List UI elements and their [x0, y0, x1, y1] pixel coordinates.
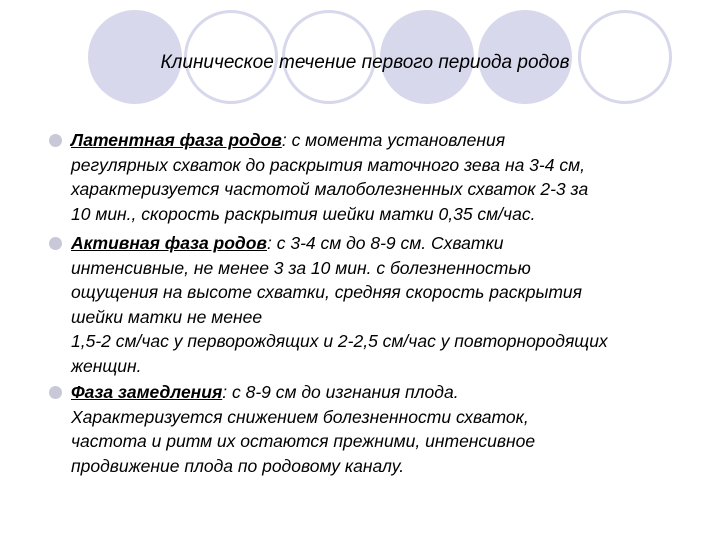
bullet-line: продвижение плода по родовому каналу.: [71, 455, 405, 476]
bullet-line: ощущения на высоте схватки, средняя скорость раскрытия: [71, 282, 582, 303]
bullet-line: женщин.: [71, 355, 142, 376]
bullet-line: регулярных схваток до раскрытия маточного зева на 3-4 см,: [71, 154, 585, 175]
bullet-first-line: [71, 128, 711, 153]
bullet-term: Активная фаза родов: [71, 233, 267, 253]
bullet-lead: : с 3-4 см до 8-9 см. Схватки: [267, 233, 504, 253]
bullet-term: Фаза замедления: [71, 382, 223, 402]
bullet-line: 10 мин., скорость раскрытия шейки матки 0,35 см/час.: [71, 203, 536, 224]
bullet-term: Латентная фаза родов: [71, 130, 282, 150]
slide-title: Клиническое течение первого периода родов: [160, 52, 570, 73]
bullet-line: 1,5-2 см/час у перворождящих и 2-2,5 см/час у повторнородящих: [71, 331, 608, 352]
bullet-line: Характеризуется снижением болезненности схваток,: [71, 406, 529, 427]
bullet-icon: [49, 134, 62, 147]
bullet-lead: : с 8-9 см до изгнания плода.: [222, 382, 459, 402]
bullet-first-line: [71, 380, 711, 405]
bullet-line: характеризуется частотой малоболезненных схваток 2-3 за: [71, 179, 589, 200]
bullet-icon: [49, 237, 62, 250]
bullet-first-line: [71, 231, 711, 256]
bullet-line: шейки матки не менее: [71, 306, 263, 327]
bullet-lead: : с момента установления: [281, 130, 506, 150]
bullet-icon: [49, 386, 62, 399]
bullet-line: частота и ритм их остаются прежними, интенсивное: [71, 431, 536, 452]
bullet-line: интенсивные, не менее 3 за 10 мин. с болезненностью: [71, 257, 531, 278]
